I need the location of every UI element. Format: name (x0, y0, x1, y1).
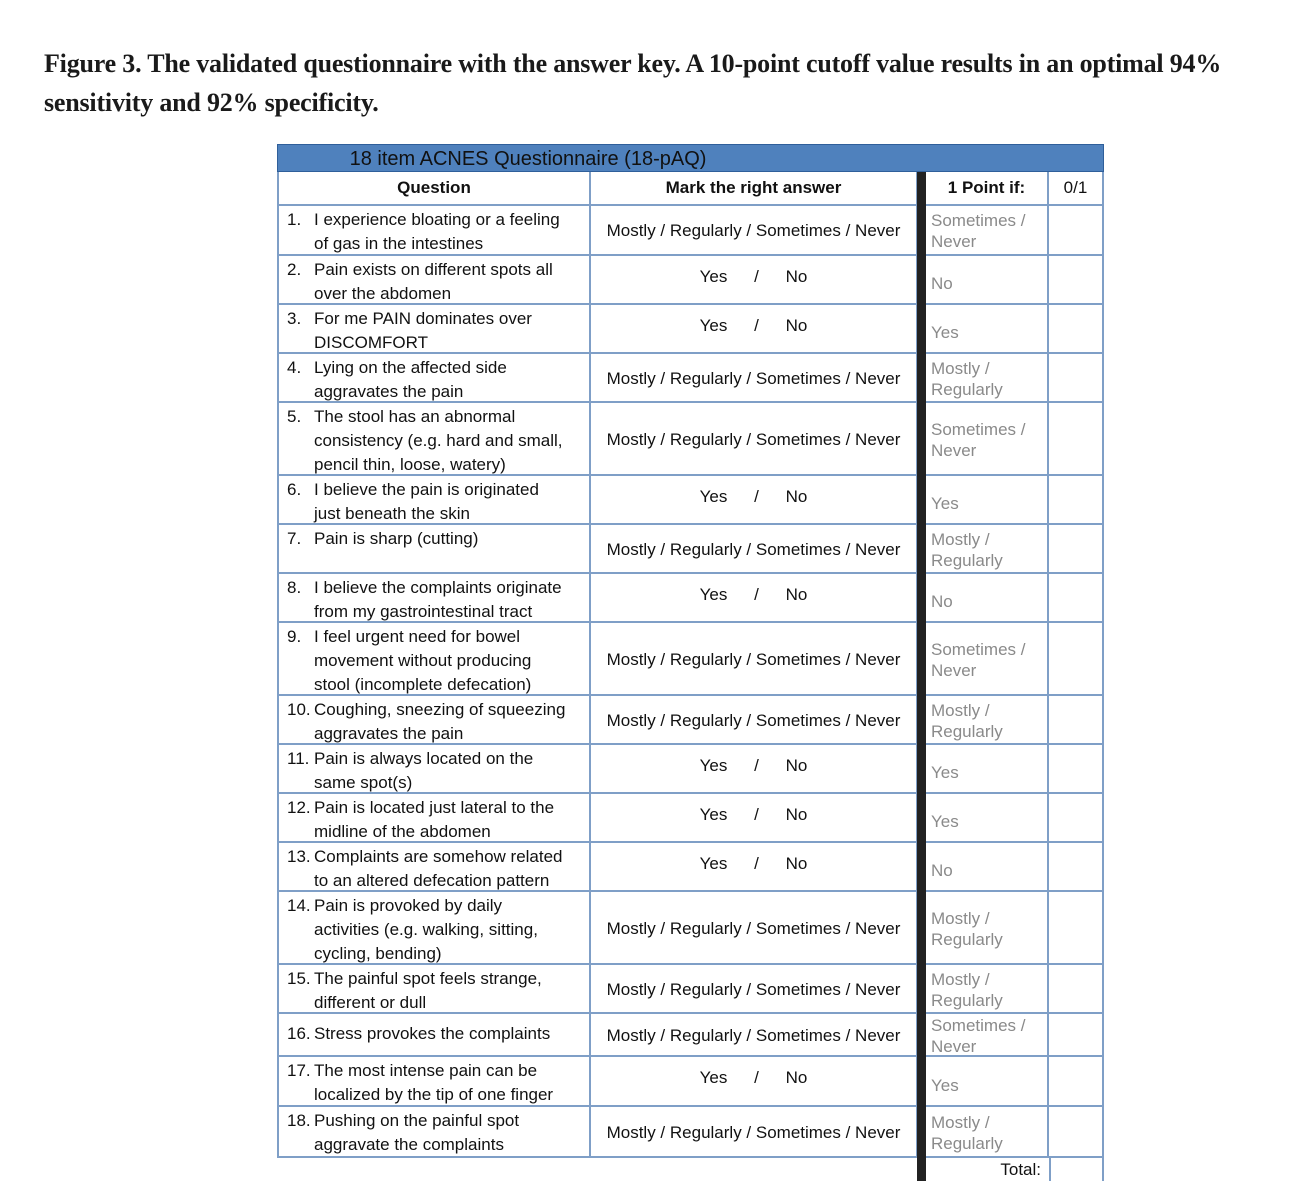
answer-options[interactable]: Mostly / Regularly / Sometimes / Never (606, 649, 901, 669)
point-line: No (931, 861, 953, 880)
question-number: 1. (287, 210, 302, 229)
point-line: Regularly (931, 379, 1003, 399)
point-condition (931, 762, 1045, 783)
question-number: 17. (287, 1061, 311, 1080)
question-line: Pain is sharp (cutting) (314, 529, 479, 548)
question-line: to an altered defecation pattern (314, 871, 550, 890)
column-separator (917, 1057, 926, 1107)
question-line: aggravates the pain (314, 382, 464, 401)
question-number: 4. (287, 358, 302, 377)
point-cell (926, 892, 1049, 965)
question-text (287, 698, 585, 746)
point-line: Never (931, 232, 977, 251)
answer-options[interactable]: Mostly / Regularly / Sometimes / Never (606, 979, 901, 999)
score-cell[interactable] (1049, 843, 1104, 892)
table-row (277, 623, 1104, 696)
point-condition (931, 529, 1045, 571)
score-cell[interactable] (1049, 892, 1104, 965)
point-line: Regularly (931, 721, 1003, 741)
point-line: Sometimes / (931, 1015, 1026, 1035)
point-condition (931, 1015, 1045, 1057)
header-question: Question (277, 172, 591, 206)
point-line: Never (931, 660, 977, 680)
answer-yes[interactable]: Yes (699, 804, 728, 824)
caption-line-2: sensitivity and 92% specificity. (44, 88, 379, 117)
question-line: I believe the complaints originate (314, 578, 562, 597)
question-number: 12. (287, 798, 311, 817)
answer-options[interactable]: Mostly / Regularly / Sometimes / Never (606, 368, 901, 388)
answer-no[interactable]: No (785, 853, 808, 873)
question-number: 5. (287, 407, 302, 426)
point-condition (931, 639, 1045, 681)
answer-options[interactable] (591, 854, 916, 874)
table-row (277, 1107, 1104, 1158)
question-text (287, 576, 585, 624)
point-cell (926, 623, 1049, 696)
question-line: from my gastrointestinal tract (314, 602, 533, 621)
point-line: Yes (931, 763, 959, 782)
score-cell[interactable] (1049, 1014, 1104, 1057)
table-row (277, 305, 1104, 354)
point-cell (926, 1057, 1049, 1107)
question-line: Complaints are somehow related (314, 847, 563, 866)
point-line: Regularly (931, 1133, 1003, 1153)
point-condition (931, 1112, 1045, 1154)
point-cell (926, 354, 1049, 403)
question-cell (277, 745, 591, 794)
answer-options[interactable] (591, 316, 916, 336)
question-text (287, 405, 585, 477)
point-condition (931, 273, 1045, 294)
answer-options[interactable] (591, 1068, 916, 1088)
answer-cell (591, 892, 917, 965)
table-row (277, 206, 1104, 256)
answer-yes[interactable]: Yes (699, 584, 728, 604)
column-separator (917, 476, 926, 525)
point-cell (926, 1014, 1049, 1057)
answer-slash: / (754, 584, 759, 604)
question-number: 10. (287, 700, 311, 719)
question-cell (277, 623, 591, 696)
point-condition (931, 860, 1045, 881)
column-separator (917, 965, 926, 1014)
question-line: I experience bloating or a feeling (314, 210, 560, 229)
question-number: 9. (287, 627, 302, 646)
question-text (287, 894, 585, 966)
point-condition (931, 419, 1045, 461)
question-text (287, 478, 585, 526)
point-line: Mostly / (931, 908, 990, 928)
table-row (277, 843, 1104, 892)
point-condition (931, 908, 1045, 950)
point-cell (926, 525, 1049, 574)
table-title: 18 item ACNES Questionnaire (18-pAQ) (349, 148, 707, 170)
column-separator (917, 1158, 926, 1181)
answer-slash: / (754, 315, 759, 335)
question-text (287, 967, 585, 1015)
point-line: Sometimes / (931, 419, 1026, 439)
score-cell[interactable] (1049, 206, 1104, 256)
question-line: The stool has an abnormal (314, 407, 516, 426)
question-line: aggravate the complaints (314, 1135, 504, 1154)
score-cell[interactable] (1049, 1057, 1104, 1107)
question-line: different or dull (314, 993, 427, 1012)
point-cell (926, 206, 1049, 256)
table-row (277, 574, 1104, 623)
point-line: Regularly (931, 550, 1003, 570)
question-line: Lying on the affected side (314, 358, 507, 377)
point-cell (926, 696, 1049, 745)
question-line: over the abdomen (314, 284, 452, 303)
point-condition (931, 493, 1045, 514)
point-line: Sometimes / (931, 211, 1026, 230)
question-line: activities (e.g. walking, sitting, (314, 920, 538, 939)
answer-slash: / (754, 755, 759, 775)
question-cell (277, 696, 591, 745)
question-text (287, 1109, 585, 1157)
answer-slash: / (754, 853, 759, 873)
total-score-box[interactable] (1049, 1158, 1104, 1181)
column-separator (917, 892, 926, 965)
point-line: Mostly / (931, 700, 990, 720)
answer-cell (591, 476, 917, 525)
score-cell[interactable] (1049, 965, 1104, 1014)
point-line: Yes (931, 1075, 959, 1095)
column-separator (917, 1014, 926, 1057)
point-cell (926, 305, 1049, 354)
point-line: Yes (931, 323, 959, 342)
answer-options[interactable]: Mostly / Regularly / Sometimes / Never (606, 221, 901, 240)
answer-no[interactable]: No (785, 315, 808, 335)
question-line: For me PAIN dominates over (314, 309, 532, 328)
point-line: No (931, 274, 953, 293)
header-score: 0/1 (1049, 172, 1104, 206)
header-answer: Mark the right answer (591, 172, 917, 206)
total-label: Total: (1000, 1160, 1041, 1179)
answer-options[interactable]: Mostly / Regularly / Sometimes / Never (606, 918, 901, 938)
answer-cell (591, 1014, 917, 1057)
point-cell (926, 745, 1049, 794)
question-cell (277, 1014, 591, 1057)
point-cell (926, 965, 1049, 1014)
column-separator (917, 206, 926, 256)
point-line: Regularly (931, 990, 1003, 1010)
answer-yes[interactable]: Yes (699, 486, 728, 506)
question-number: 6. (287, 480, 302, 499)
score-cell[interactable] (1049, 794, 1104, 843)
question-line: Pain is provoked by daily (314, 896, 503, 915)
point-cell (926, 403, 1049, 476)
answer-options[interactable] (591, 267, 916, 287)
table-row (277, 1014, 1104, 1057)
table-row (277, 403, 1104, 476)
table-row (277, 696, 1104, 745)
answer-yes[interactable]: Yes (699, 1068, 728, 1087)
point-cell (926, 843, 1049, 892)
point-condition (931, 210, 1045, 252)
question-cell (277, 403, 591, 476)
point-line: Yes (931, 812, 959, 831)
table-row (277, 965, 1104, 1014)
score-cell[interactable] (1049, 696, 1104, 745)
question-line: Pain is located just lateral to the (314, 798, 555, 817)
question-line: DISCOMFORT (314, 333, 428, 352)
answer-slash: / (754, 266, 759, 286)
point-line: Yes (931, 494, 959, 513)
answer-cell (591, 794, 917, 843)
answer-cell (591, 206, 917, 256)
answer-cell (591, 965, 917, 1014)
point-line: Mostly / (931, 529, 990, 549)
question-line: same spot(s) (314, 773, 413, 792)
point-line: Sometimes / (931, 639, 1026, 659)
answer-cell (591, 403, 917, 476)
question-text (287, 356, 585, 404)
table-title-bar (277, 144, 1104, 172)
question-text (287, 307, 585, 355)
question-line: just beneath the skin (314, 504, 470, 523)
point-line: Mostly / (931, 358, 990, 378)
answer-options[interactable] (591, 585, 916, 605)
answer-yes[interactable]: Yes (699, 266, 728, 286)
answer-options[interactable]: Mostly / Regularly / Sometimes / Never (606, 1122, 901, 1142)
answer-cell (591, 574, 917, 623)
column-separator (917, 623, 926, 696)
score-cell[interactable] (1049, 1107, 1104, 1158)
question-text (287, 796, 585, 844)
table-row (277, 476, 1104, 525)
question-cell (277, 305, 591, 354)
question-line: The most intense pain can be (314, 1061, 538, 1080)
question-line: Coughing, sneezing of squeezing (314, 700, 566, 719)
table-row (277, 354, 1104, 403)
question-line: Stress provokes the complaints (314, 1023, 551, 1043)
column-separator (917, 696, 926, 745)
answer-options[interactable] (591, 805, 916, 825)
column-separator (917, 305, 926, 354)
question-number: 2. (287, 260, 302, 279)
point-condition (931, 1075, 1045, 1096)
score-cell[interactable] (1049, 256, 1104, 305)
question-number: 3. (287, 309, 302, 328)
answer-cell (591, 1057, 917, 1107)
question-text (287, 1059, 585, 1107)
question-line: Pain is always located on the (314, 749, 534, 768)
point-condition (931, 322, 1045, 343)
column-separator (917, 403, 926, 476)
score-cell[interactable] (1049, 403, 1104, 476)
question-number: 18. (287, 1111, 311, 1130)
answer-no[interactable]: No (785, 584, 808, 604)
table-row (277, 256, 1104, 305)
column-separator (917, 745, 926, 794)
answer-no[interactable]: No (785, 486, 808, 506)
question-number: 13. (287, 847, 311, 866)
question-cell (277, 354, 591, 403)
column-separator (917, 1107, 926, 1158)
answer-slash: / (754, 804, 759, 824)
answer-no[interactable]: No (785, 755, 808, 775)
question-line: Pushing on the painful spot (314, 1111, 520, 1130)
question-text (287, 747, 585, 795)
answer-options[interactable] (591, 487, 916, 507)
figure-caption (44, 44, 1274, 122)
question-line: movement without producing (314, 651, 532, 670)
table-row (277, 1057, 1104, 1107)
answer-cell (591, 696, 917, 745)
column-separator (917, 172, 926, 206)
answer-options[interactable]: Mostly / Regularly / Sometimes / Never (606, 1025, 901, 1045)
question-number: 14. (287, 896, 311, 915)
answer-options[interactable]: Mostly / Regularly / Sometimes / Never (606, 429, 901, 449)
answer-cell (591, 305, 917, 354)
question-number: 16. (287, 1023, 311, 1043)
question-cell (277, 574, 591, 623)
question-cell (277, 476, 591, 525)
table-row (277, 525, 1104, 574)
answer-cell (591, 623, 917, 696)
answer-yes[interactable]: Yes (699, 755, 728, 775)
score-cell[interactable] (1049, 305, 1104, 354)
question-cell (277, 525, 591, 574)
point-line: No (931, 592, 953, 611)
answer-no[interactable]: No (785, 1068, 808, 1087)
question-line: The painful spot feels strange, (314, 969, 542, 988)
point-condition (931, 358, 1045, 400)
table-row (277, 892, 1104, 965)
question-line: localized by the tip of one finger (314, 1085, 554, 1104)
question-text (287, 845, 585, 893)
question-cell (277, 256, 591, 305)
point-condition (931, 700, 1045, 742)
question-line: consistency (e.g. hard and small, (314, 431, 563, 450)
score-cell[interactable] (1049, 476, 1104, 525)
question-cell (277, 1057, 591, 1107)
question-line: of gas in the intestines (314, 234, 484, 253)
question-line: midline of the abdomen (314, 822, 491, 841)
point-cell (926, 574, 1049, 623)
point-cell (926, 256, 1049, 305)
question-line: stool (incomplete defecation) (314, 675, 532, 694)
column-separator (917, 354, 926, 403)
point-line: Mostly / (931, 1112, 990, 1132)
answer-options[interactable]: Mostly / Regularly / Sometimes / Never (606, 710, 901, 730)
score-cell[interactable] (1049, 623, 1104, 696)
question-number: 8. (287, 578, 302, 597)
question-text (287, 208, 585, 256)
question-line: Pain exists on different spots all (314, 260, 553, 279)
score-cell[interactable] (1049, 574, 1104, 623)
answer-cell (591, 745, 917, 794)
question-line: cycling, bending) (314, 944, 442, 963)
answer-yes[interactable]: Yes (699, 853, 728, 873)
question-number: 11. (287, 749, 310, 768)
answer-options[interactable] (591, 756, 916, 776)
score-cell[interactable] (1049, 745, 1104, 794)
question-cell (277, 892, 591, 965)
question-text (287, 258, 585, 306)
question-number: 7. (287, 529, 302, 548)
answer-options[interactable]: Mostly / Regularly / Sometimes / Never (606, 539, 901, 559)
answer-cell (591, 525, 917, 574)
answer-yes[interactable]: Yes (699, 315, 728, 335)
table-row (277, 794, 1104, 843)
header-point: 1 Point if: (926, 172, 1049, 206)
point-condition (931, 811, 1045, 832)
answer-cell (591, 843, 917, 892)
question-line: I feel urgent need for bowel (314, 627, 521, 646)
column-separator (917, 843, 926, 892)
question-cell (277, 965, 591, 1014)
column-separator (917, 525, 926, 574)
total-row (917, 1158, 1104, 1181)
question-text (287, 1022, 585, 1046)
answer-cell (591, 1107, 917, 1158)
question-text (287, 625, 585, 697)
table-header-row (277, 172, 1104, 206)
point-cell (926, 794, 1049, 843)
point-condition (931, 969, 1045, 1011)
score-cell[interactable] (1049, 525, 1104, 574)
answer-slash: / (754, 486, 759, 506)
question-line: aggravates the pain (314, 724, 464, 743)
table-row (277, 745, 1104, 794)
answer-slash: / (754, 1068, 759, 1087)
question-cell (277, 206, 591, 256)
column-separator (917, 256, 926, 305)
question-text (287, 527, 585, 551)
question-cell (277, 1107, 591, 1158)
caption-line-1: Figure 3. The validated questionnaire with the answer key. A 10-point cutoff value results in an optimal 94% (44, 49, 1222, 78)
score-cell[interactable] (1049, 354, 1104, 403)
point-line: Never (931, 440, 977, 460)
answer-cell (591, 256, 917, 305)
question-cell (277, 843, 591, 892)
question-line: I believe the pain is originated (314, 480, 539, 499)
answer-no[interactable]: No (785, 266, 808, 286)
point-line: Regularly (931, 929, 1003, 949)
point-condition (931, 591, 1045, 612)
answer-cell (591, 354, 917, 403)
column-separator (917, 794, 926, 843)
point-cell (926, 476, 1049, 525)
point-line: Never (931, 1036, 977, 1056)
answer-no[interactable]: No (785, 804, 808, 824)
question-cell (277, 794, 591, 843)
column-separator (917, 574, 926, 623)
question-number: 15. (287, 969, 311, 988)
question-line: pencil thin, loose, watery) (314, 455, 506, 474)
point-cell (926, 1107, 1049, 1158)
point-line: Mostly / (931, 969, 990, 989)
